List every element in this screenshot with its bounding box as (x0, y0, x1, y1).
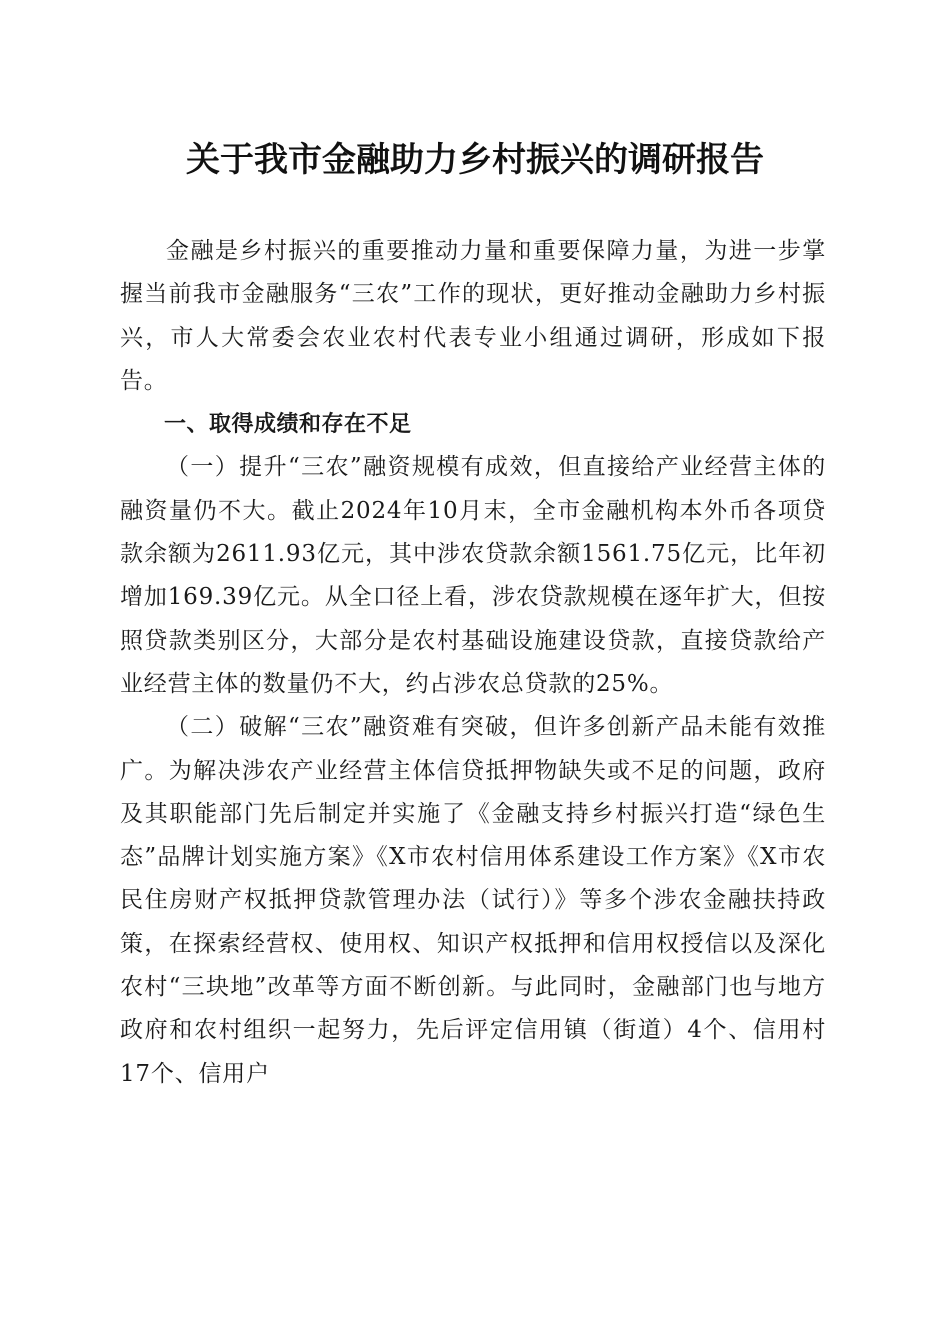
document-title: 关于我市金融助力乡村振兴的调研报告 (186, 140, 764, 180)
section-heading-1: 一、取得成绩和存在不足 (164, 412, 412, 438)
item-2-body: 为解决涉农产业经营主体信贷抵押物缺失或不足的问题，政府及其职能部门先后制定并实施了《金融支持乡村振兴打造“绿色生态”品牌计划实施方案》《X市农村信用体系建设工作方案》《X市农民住房财产权抵押贷款管理办法（试行）》等多个涉农金融扶持政策，在探索经营权、使用权、知识产权抵押和信用权授信以及深化农村“三块地”改革等方面不断创新。与此同时，金融部门也与地方政府和农村组织一起努力，先后评定信用镇（街道）4个、信用村17个、信用户 (120, 757, 826, 1087)
item-2-paragraph (120, 706, 826, 1096)
document-body (120, 230, 826, 1096)
item-2-lead: （二）破解“三农”融资难有突破，但许多创新产品未能有效推广。 (120, 714, 826, 784)
item-1-paragraph (120, 446, 826, 706)
item-1-lead: （一）提升“三农”融资规模有成效，但直接给产业经营主体的融资量仍不大。 (120, 454, 826, 524)
item-1-body: 截止2024年10月末，全市金融机构本外币各项贷款余额为2611.93亿元，其中涉农贷款余额1561.75亿元，比年初增加169.39亿元。从全口径上看，涉农贷款规模在逐年扩大，但按照贷款类别区分，大部分是农村基础设施建设贷款，直接贷款给产业经营主体的数量仍不大，约占涉农总贷款的25%。 (120, 497, 827, 697)
intro-paragraph: 金融是乡村振兴的重要推动力量和重要保障力量，为进一步掌握当前我市金融服务“三农”工作的现状，更好推动金融助力乡村振兴，市人大常委会农业农村代表专业小组通过调研，形成如下报告。 (120, 238, 826, 394)
